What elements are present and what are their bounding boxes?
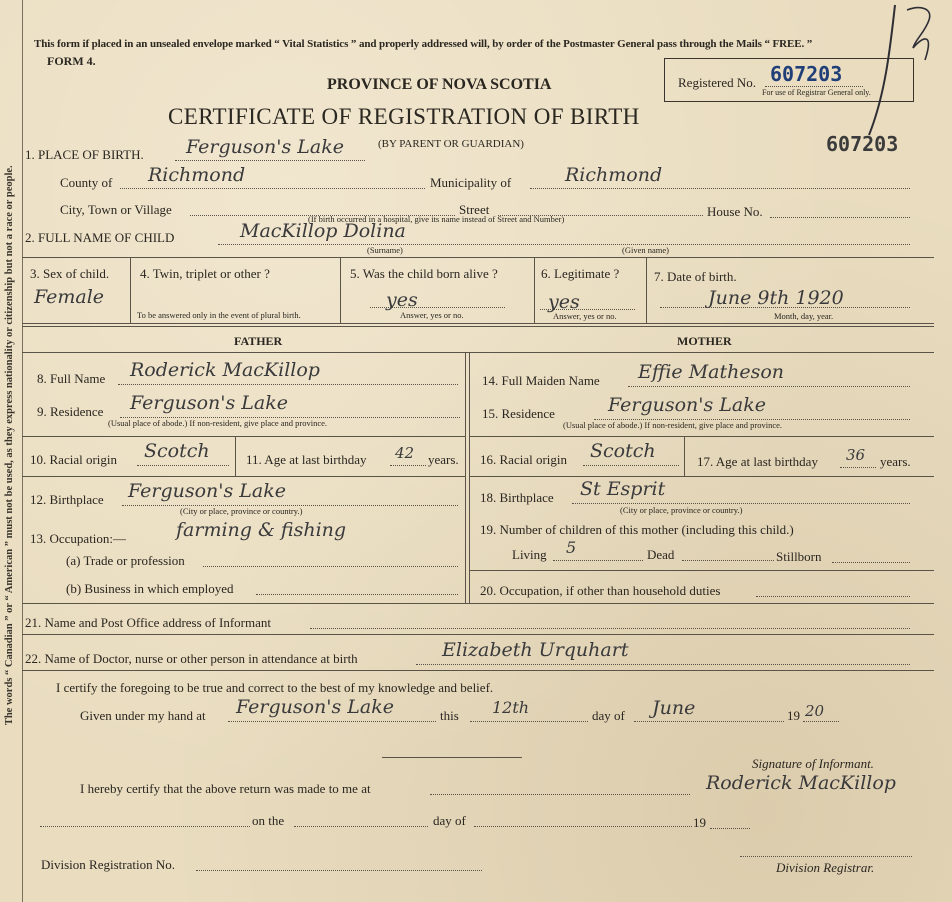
place-of-birth-rule	[175, 160, 365, 161]
division-registrar-caption: Division Registrar.	[776, 860, 875, 875]
father-residence-value: Ferguson's Lake	[130, 392, 289, 414]
certificate-subtitle: (BY PARENT OR GUARDIAN)	[378, 138, 524, 150]
hospital-note: (If birth occurred in a hospital, give its name instead of Street and Number)	[308, 214, 565, 224]
registered-label: Registered No.	[678, 75, 756, 90]
city-label: City, Town or Village	[60, 202, 172, 217]
date-of-birth-rule	[660, 307, 910, 308]
doctor-value: Elizabeth Urquhart	[442, 639, 629, 661]
mother-age-unit: years.	[880, 454, 911, 469]
father-name-rule	[118, 384, 458, 385]
mother-racial-value: Scotch	[590, 440, 656, 462]
mother-name-value: Effie Matheson	[638, 361, 785, 383]
sex-label: 3. Sex of child.	[30, 266, 110, 281]
registrar-year-rule	[710, 828, 750, 829]
alive-note: Answer, yes or no.	[400, 310, 464, 320]
box-divider-2	[340, 257, 341, 323]
given-day-of-label: day of	[592, 708, 625, 723]
legitimate-rule	[540, 309, 635, 310]
county-rule	[120, 188, 425, 189]
mother-heading: MOTHER	[677, 334, 732, 348]
legitimate-value: yes	[548, 291, 580, 313]
rule-informant	[22, 634, 934, 635]
child-name-label: 2. FULL NAME OF CHILD	[25, 230, 175, 245]
father-heading: FATHER	[234, 334, 283, 348]
mother-age-label: 17. Age at last birthday	[697, 454, 818, 469]
given-place-value: Ferguson's Lake	[236, 696, 395, 718]
registrar-on-the-rule	[294, 826, 428, 827]
given-name-caption: (Given name)	[622, 245, 669, 255]
father-occupation-label: 13. Occupation:—	[30, 531, 127, 546]
signature-caption: Signature of Informant.	[752, 756, 874, 771]
pen-stroke-icon	[855, 0, 945, 140]
mother-age-rule	[840, 467, 876, 468]
this-label: this	[440, 708, 459, 723]
rule-boxes-bottom-2	[22, 326, 934, 327]
given-month-value: June	[652, 697, 696, 719]
registered-rule	[765, 86, 863, 87]
date-of-birth-label: 7. Date of birth.	[654, 269, 737, 284]
registrar-place-rule	[430, 794, 690, 795]
mother-dead-rule	[682, 560, 774, 561]
registrar-day-of-label: day of	[433, 813, 466, 828]
rule-racial-bottom-m	[469, 476, 934, 477]
given-year-prefix: 19	[787, 708, 800, 723]
mother-dead-label: Dead	[647, 547, 675, 562]
rule-occupation-top	[469, 570, 934, 571]
street-label: Street	[459, 202, 490, 217]
municipality-label: Municipality of	[430, 175, 512, 190]
mother-age-value: 36	[846, 446, 866, 464]
rule-parents-bottom	[22, 603, 934, 604]
county-label: County of	[60, 175, 113, 190]
mother-living-rule	[553, 560, 643, 561]
province-heading: PROVINCE OF NOVA SCOTIA	[327, 76, 552, 93]
father-business-rule	[256, 594, 458, 595]
father-age-unit: years.	[428, 452, 459, 467]
registrar-on-the-label: on the	[252, 813, 285, 828]
rule-heading-bottom	[22, 352, 934, 353]
mother-occupation-label: 20. Occupation, if other than household duties	[480, 583, 721, 598]
certify-statement: I certify the foregoing to be true and correct to the best of my knowledge and belief.	[56, 680, 494, 695]
municipality-value: Richmond	[565, 164, 663, 186]
father-name-label: 8. Full Name	[37, 371, 106, 386]
legitimate-note: Answer, yes or no.	[553, 311, 617, 321]
mother-residence-note: (Usual place of abode.) If non-resident, give place and province.	[563, 420, 783, 430]
registrar-return-text: I hereby certify that the above return was made to me at	[80, 781, 371, 796]
registrar-use-note: For use of Registrar General only.	[762, 88, 871, 97]
house-rule	[770, 217, 910, 218]
rule-racial-top	[22, 436, 465, 437]
mother-name-rule	[628, 386, 910, 387]
mother-living-label: Living	[512, 547, 547, 562]
parents-divider-b	[469, 352, 470, 603]
date-of-birth-note: Month, day, year.	[774, 311, 834, 321]
mother-birthplace-rule	[572, 503, 910, 504]
given-year-value: 20	[805, 702, 825, 720]
stamp-number: 607203	[826, 132, 899, 156]
father-business-label: (b) Business in which employed	[66, 581, 234, 596]
alive-rule	[370, 307, 505, 308]
mother-children-label: 19. Number of children of this mother (including this child.)	[480, 522, 794, 537]
mother-living-value: 5	[566, 538, 577, 557]
doctor-rule	[416, 664, 910, 665]
father-trade-rule	[203, 566, 458, 567]
registrar-on-rule	[40, 826, 250, 827]
mother-occupation-rule	[756, 596, 910, 597]
father-racial-label: 10. Racial origin	[30, 452, 118, 467]
twin-note: To be answered only in the event of plural birth.	[137, 310, 301, 320]
rule-racial-top-m	[469, 436, 934, 437]
mail-notice: This form if placed in an unsealed envelope marked “ Vital Statistics ” and properly addressed will, by order of the Postmaster General pass through the Mails “ FREE. ”	[34, 38, 813, 50]
division-registration-label: Division Registration No.	[41, 857, 175, 872]
father-birthplace-value: Ferguson's Lake	[128, 480, 287, 502]
division-registration-rule	[196, 870, 482, 871]
given-under-label: Given under my hand at	[80, 708, 206, 723]
mother-racial-rule	[583, 465, 679, 466]
father-birthplace-note: (City or place, province or country.)	[180, 506, 303, 516]
margin-rule	[22, 0, 23, 902]
box-divider-4	[646, 257, 647, 323]
father-residence-note: (Usual place of abode.) If non-resident, give place and province.	[108, 418, 328, 428]
legitimate-label: 6. Legitimate ?	[541, 266, 620, 281]
rule-doctor	[22, 670, 934, 671]
father-racial-value: Scotch	[144, 440, 210, 462]
place-of-birth-value: Ferguson's Lake	[186, 136, 345, 158]
informant-signature: Roderick MacKillop	[706, 772, 896, 794]
father-name-value: Roderick MacKillop	[130, 359, 320, 381]
father-age-rule	[390, 465, 426, 466]
father-age-label: 11. Age at last birthday	[246, 452, 367, 467]
sex-value: Female	[34, 286, 105, 308]
date-of-birth-value: June 9th 1920	[708, 287, 844, 309]
father-birthplace-label: 12. Birthplace	[30, 492, 104, 507]
child-name-value: MacKillop Dolina	[240, 220, 406, 242]
place-of-birth-label: 1. PLACE OF BIRTH.	[25, 147, 144, 162]
child-name-rule	[218, 244, 910, 245]
alive-label: 5. Was the child born alive ?	[350, 266, 498, 281]
father-occupation-value: farming & fishing	[176, 519, 347, 541]
mother-birthplace-value: St Esprit	[580, 478, 666, 500]
short-separator	[382, 757, 522, 758]
registrar-year-prefix: 19	[693, 815, 706, 830]
surname-caption: (Surname)	[367, 245, 403, 255]
father-age-divider	[235, 436, 236, 476]
registered-number: 607203	[770, 62, 843, 86]
given-place-rule	[228, 721, 436, 722]
doctor-label: 22. Name of Doctor, nurse or other person in attendance at birth	[25, 651, 358, 666]
father-racial-rule	[137, 465, 229, 466]
mother-birthplace-note: (City or place, province or country.)	[620, 505, 743, 515]
mother-residence-label: 15. Residence	[482, 406, 555, 421]
parents-divider-a	[465, 352, 466, 603]
father-trade-label: (a) Trade or profession	[66, 553, 185, 568]
side-notice: The words “ Canadian ” or “ American ” must not be used, as they express nationality or citizenship but not a race or people.	[3, 165, 15, 726]
mother-stillborn-rule	[832, 562, 910, 563]
mother-birthplace-label: 18. Birthplace	[480, 490, 554, 505]
father-age-value: 42	[395, 444, 415, 462]
certificate-title: CERTIFICATE OF REGISTRATION OF BIRTH	[168, 104, 640, 129]
registrar-day-of-rule	[474, 826, 692, 827]
division-registrar-rule	[740, 856, 912, 857]
house-label: House No.	[707, 204, 763, 219]
rule-boxes-bottom	[22, 323, 934, 324]
rule-racial-bottom	[22, 476, 465, 477]
mother-residence-value: Ferguson's Lake	[608, 394, 767, 416]
mother-racial-label: 16. Racial origin	[480, 452, 568, 467]
mother-age-divider	[684, 436, 685, 476]
informant-address-label: 21. Name and Post Office address of Informant	[25, 615, 271, 630]
given-month-rule	[634, 721, 784, 722]
given-day-value: 12th	[492, 698, 530, 717]
box-divider-3	[534, 257, 535, 323]
given-year-rule	[803, 721, 839, 722]
rule-boxes-top	[22, 257, 934, 258]
municipality-rule	[530, 188, 910, 189]
box-divider-1	[130, 257, 131, 323]
given-day-rule	[470, 721, 588, 722]
mother-stillborn-label: Stillborn	[776, 549, 822, 564]
twin-label: 4. Twin, triplet or other ?	[140, 266, 270, 281]
county-value: Richmond	[148, 164, 246, 186]
informant-address-rule	[310, 628, 910, 629]
alive-value: yes	[386, 289, 418, 311]
mother-name-label: 14. Full Maiden Name	[482, 373, 600, 388]
form-number: FORM 4.	[47, 54, 96, 68]
father-residence-label: 9. Residence	[37, 404, 104, 419]
